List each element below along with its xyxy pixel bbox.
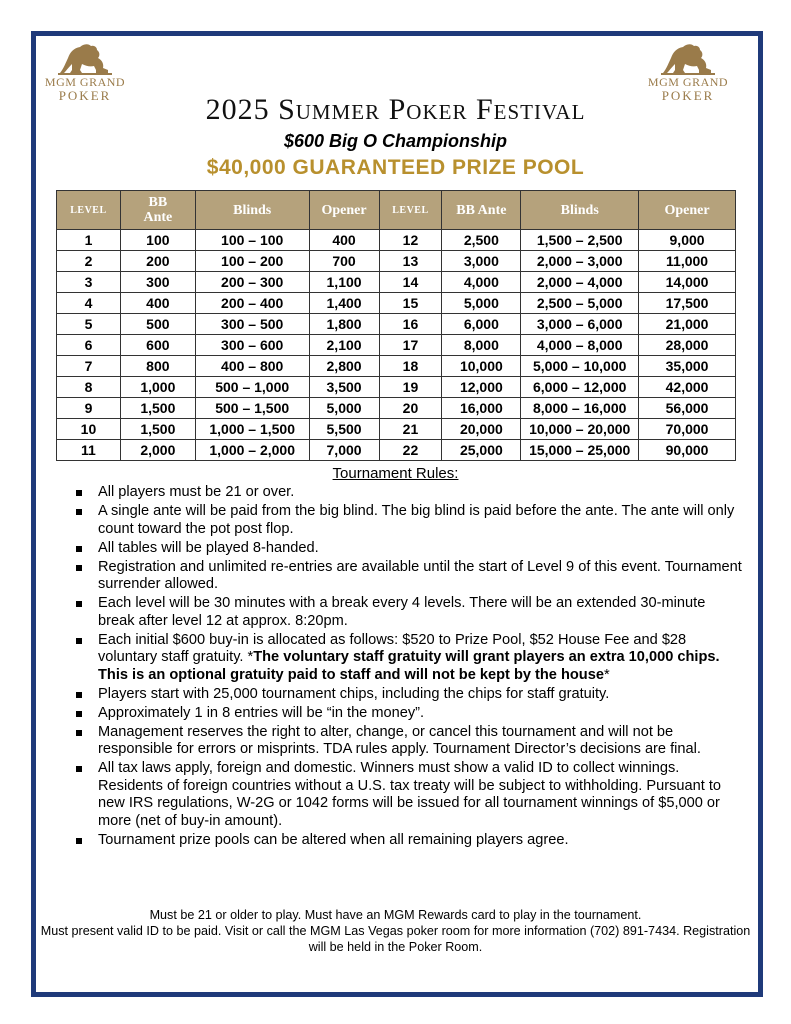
rule-text: Registration and unlimited re-entries are available until the start of Level 9 of this event. Tournament surrender allowed. — [98, 558, 742, 592]
rule-emphasis: The voluntary staff gratuity will grant players an extra 10,000 chips. This is an optional gratuity paid to staff and will not be kept by the house — [98, 649, 720, 683]
table-cell: 5,000 — [309, 398, 379, 419]
table-cell: 8,000 – 16,000 — [521, 398, 639, 419]
column-header-opener: Opener — [639, 191, 736, 230]
rule-text: All tables will be played 8-handed. — [98, 539, 319, 556]
table-cell: 500 — [120, 314, 195, 335]
table-cell: 2,000 – 3,000 — [521, 251, 639, 272]
table-cell: 9,000 — [639, 230, 736, 251]
rule-text: A single ante will be paid from the big blind. The big blind is paid before the ante. The ante will only count toward the pot post flop. — [98, 503, 735, 537]
table-cell: 22 — [379, 440, 442, 461]
table-cell: 42,000 — [639, 377, 736, 398]
table-cell: 4,000 — [442, 272, 521, 293]
table-cell: 1,500 — [120, 398, 195, 419]
table-cell: 300 – 500 — [195, 314, 309, 335]
table-cell: 21 — [379, 419, 442, 440]
rule-text: All players must be 21 or over. — [98, 484, 295, 500]
table-cell: 3 — [57, 272, 121, 293]
table-row — [57, 314, 736, 335]
table-row — [57, 440, 736, 461]
table-cell: 21,000 — [639, 314, 736, 335]
table-cell: 10,000 – 20,000 — [521, 419, 639, 440]
table-cell: 1,000 – 2,000 — [195, 440, 309, 461]
table-cell: 16 — [379, 314, 442, 335]
table-cell: 400 — [120, 293, 195, 314]
rule-item — [72, 724, 744, 759]
column-header-blinds: Blinds — [195, 191, 309, 230]
rule-text: Each initial $600 buy-in is allocated as follows: $520 to Prize Pool, $52 House Fee and $28 voluntary staff gratuity. * — [98, 631, 687, 665]
table-cell: 6,000 — [442, 314, 521, 335]
logo-line2: POKER — [58, 88, 112, 103]
table-cell: 2,100 — [309, 335, 379, 356]
lion-icon — [56, 40, 114, 76]
rules-list — [72, 484, 744, 851]
rule-text: Approximately 1 in 8 entries will be “in the money”. — [98, 704, 425, 721]
column-header-bb-ante: BB Ante — [120, 191, 195, 230]
guarantee-banner: $40,000 GUARANTEED PRIZE POOL — [206, 156, 585, 179]
rule-item — [72, 540, 744, 558]
bullet-icon — [76, 601, 82, 607]
page-title: 2025 Summer Poker Festival — [205, 93, 586, 126]
table-cell: 2,000 — [120, 440, 195, 461]
column-header-level: LEVEL — [57, 191, 121, 230]
table-cell: 28,000 — [639, 335, 736, 356]
table-cell: 2,000 – 4,000 — [521, 272, 639, 293]
table-cell: 800 — [120, 356, 195, 377]
table-cell: 1,500 – 2,500 — [521, 230, 639, 251]
rule-item — [72, 484, 744, 502]
table-row — [57, 251, 736, 272]
table-cell: 15,000 – 25,000 — [521, 440, 639, 461]
footer — [40, 907, 751, 955]
column-header-blinds: Blinds — [521, 191, 639, 230]
table-row — [57, 230, 736, 251]
table-cell: 2 — [57, 251, 121, 272]
table-cell: 20 — [379, 398, 442, 419]
table-cell: 12 — [379, 230, 442, 251]
table-cell: 70,000 — [639, 419, 736, 440]
table-cell: 10 — [57, 419, 121, 440]
table-cell: 400 – 800 — [195, 356, 309, 377]
logo-line1: MGM GRAND — [647, 75, 729, 89]
rule-text: Management reserves the right to alter, change, or cancel this tournament and will not be responsible for errors or misprints. TDA rules apply. Tournament Director’s decisions are final. — [98, 723, 701, 757]
table-cell: 17,500 — [639, 293, 736, 314]
logo-line2: POKER — [661, 88, 715, 103]
table-cell: 4 — [57, 293, 121, 314]
column-header-bb-ante: BB Ante — [442, 191, 521, 230]
rule-item — [72, 832, 744, 850]
table-cell: 1,800 — [309, 314, 379, 335]
table-cell: 17 — [379, 335, 442, 356]
table-cell: 300 — [120, 272, 195, 293]
table-cell: 6,000 – 12,000 — [521, 377, 639, 398]
table-cell: 3,500 — [309, 377, 379, 398]
table-cell: 400 — [309, 230, 379, 251]
table-cell: 1,100 — [309, 272, 379, 293]
logo-line1: MGM GRAND — [44, 75, 126, 89]
table-cell: 100 — [120, 230, 195, 251]
rule-item — [72, 760, 744, 830]
table-cell: 200 – 300 — [195, 272, 309, 293]
rule-item — [72, 503, 744, 538]
bullet-icon — [76, 838, 82, 844]
rule-tail: * — [603, 666, 610, 683]
table-cell: 10,000 — [442, 356, 521, 377]
table-cell: 13 — [379, 251, 442, 272]
table-cell: 600 — [120, 335, 195, 356]
table-cell: 3,000 — [442, 251, 521, 272]
rule-text: Tournament prize pools can be altered when all remaining players agree. — [98, 831, 569, 848]
table-cell: 5 — [57, 314, 121, 335]
rule-item — [72, 686, 744, 704]
rule-text: Each level will be 30 minutes with a break every 4 levels. There will be an extended 30-minute break after level 12 at approx. 8:20pm. — [98, 595, 706, 629]
bullet-icon — [76, 766, 82, 772]
table-row — [57, 335, 736, 356]
table-row — [57, 272, 736, 293]
column-header-opener: Opener — [309, 191, 379, 230]
lion-icon — [659, 40, 717, 76]
rule-text: All tax laws apply, foreign and domestic. Winners must show a valid ID to collect winnings. Residents of foreign countries without a U.S. tax treaty will be subject to withholding. Pursuant to new IRS regulations, W-2G or 1042 forms will be issued for all tournament winnings of $5,000 or more (net of buy-in amount). — [98, 760, 721, 829]
table-cell: 5,500 — [309, 419, 379, 440]
table-cell: 100 – 200 — [195, 251, 309, 272]
footer-line: Must present valid ID to be paid. Visit or call the MGM Las Vegas poker room for more information (702) 891-7434. Registration will be held in the Poker Room. — [40, 924, 751, 954]
bullet-icon — [76, 711, 82, 717]
table-cell: 1,500 — [120, 419, 195, 440]
bullet-icon — [76, 730, 82, 736]
table-cell: 35,000 — [639, 356, 736, 377]
table-cell: 3,000 – 6,000 — [521, 314, 639, 335]
bullet-icon — [76, 692, 82, 698]
table-header-row — [57, 191, 736, 230]
table-cell: 7 — [57, 356, 121, 377]
table-row — [57, 398, 736, 419]
column-header-level: LEVEL — [379, 191, 442, 230]
table-cell: 5,000 — [442, 293, 521, 314]
table-cell: 500 – 1,500 — [195, 398, 309, 419]
rule-item — [72, 595, 744, 630]
blind-structure-table — [56, 190, 736, 461]
event-subtitle: $600 Big O Championship — [283, 131, 508, 151]
bullet-icon — [76, 490, 82, 496]
table-cell: 9 — [57, 398, 121, 419]
table-cell: 700 — [309, 251, 379, 272]
table-cell: 11,000 — [639, 251, 736, 272]
rule-item — [72, 559, 744, 594]
table-row — [57, 293, 736, 314]
table-cell: 14,000 — [639, 272, 736, 293]
bullet-icon — [76, 565, 82, 571]
table-cell: 20,000 — [442, 419, 521, 440]
table-cell: 300 – 600 — [195, 335, 309, 356]
table-cell: 5,000 – 10,000 — [521, 356, 639, 377]
table-cell: 100 – 100 — [195, 230, 309, 251]
table-cell: 18 — [379, 356, 442, 377]
table-cell: 56,000 — [639, 398, 736, 419]
table-row — [57, 356, 736, 377]
table-cell: 1,400 — [309, 293, 379, 314]
table-cell: 6 — [57, 335, 121, 356]
table-cell: 90,000 — [639, 440, 736, 461]
rules-heading: Tournament Rules: — [332, 465, 459, 482]
bullet-icon — [76, 638, 82, 644]
table-cell: 2,500 – 5,000 — [521, 293, 639, 314]
table-cell: 4,000 – 8,000 — [521, 335, 639, 356]
rule-text: Players start with 25,000 tournament chips, including the chips for staff gratuity. — [98, 685, 610, 702]
bullet-icon — [76, 509, 82, 515]
table-cell: 15 — [379, 293, 442, 314]
table-cell: 500 – 1,000 — [195, 377, 309, 398]
table-cell: 11 — [57, 440, 121, 461]
table-cell: 200 – 400 — [195, 293, 309, 314]
rule-item — [72, 705, 744, 723]
table-cell: 14 — [379, 272, 442, 293]
bullet-icon — [76, 546, 82, 552]
table-cell: 2,800 — [309, 356, 379, 377]
table-cell: 7,000 — [309, 440, 379, 461]
table-cell: 1 — [57, 230, 121, 251]
table-row — [57, 377, 736, 398]
table-row — [57, 419, 736, 440]
table-cell: 16,000 — [442, 398, 521, 419]
table-cell: 8 — [57, 377, 121, 398]
table-cell: 1,000 — [120, 377, 195, 398]
table-cell: 8,000 — [442, 335, 521, 356]
table-cell: 200 — [120, 251, 195, 272]
footer-line: Must be 21 or older to play. Must have an MGM Rewards card to play in the tournament. — [149, 908, 642, 922]
table-cell: 25,000 — [442, 440, 521, 461]
table-cell: 19 — [379, 377, 442, 398]
table-cell: 1,000 – 1,500 — [195, 419, 309, 440]
rule-item — [72, 632, 744, 685]
table-cell: 2,500 — [442, 230, 521, 251]
table-cell: 12,000 — [442, 377, 521, 398]
